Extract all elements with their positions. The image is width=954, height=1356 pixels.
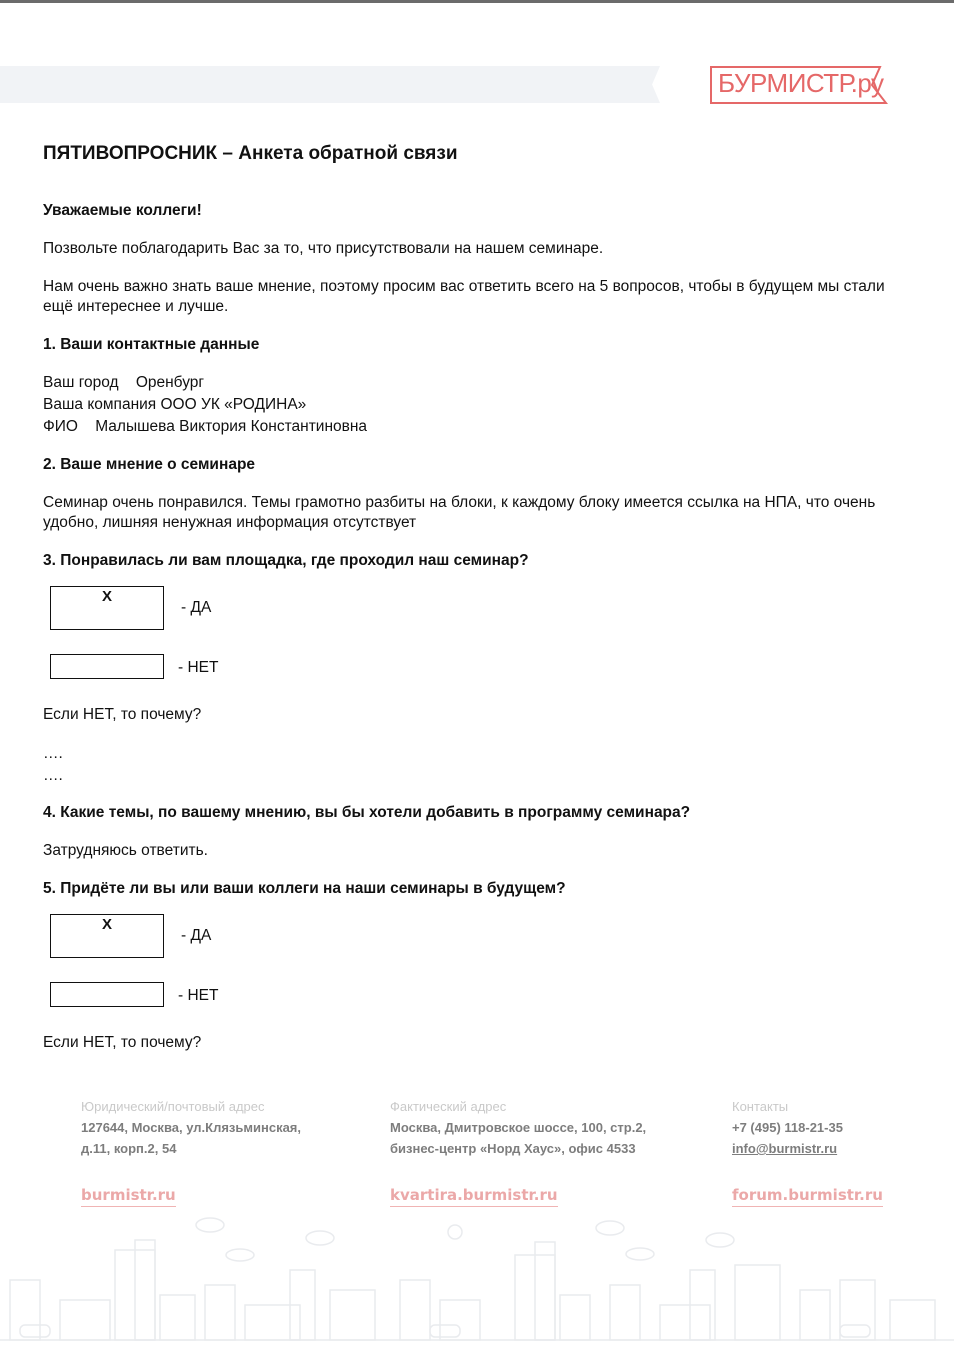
link-forum[interactable]: forum.burmistr.ru — [732, 1186, 883, 1207]
greeting: Уважаемые коллеги! — [43, 202, 202, 219]
fio-value: Малышева Виктория Константиновна — [95, 418, 368, 435]
footer-contacts — [732, 1096, 843, 1159]
q3-no-label: - НЕТ — [178, 659, 219, 676]
q3-dots-2: …. — [43, 767, 63, 784]
question-4-answer: Затрудняюсь ответить. — [43, 842, 208, 859]
q5-yes-checkbox[interactable] — [50, 914, 164, 958]
company-value: ООО УК «РОДИНА» — [160, 396, 307, 413]
question-3: 3. Понравилась ли вам площадка, где проходил наш семинар? — [43, 552, 529, 569]
top-border — [0, 0, 954, 3]
question-1: 1. Ваши контактные данные — [43, 336, 260, 353]
header-band — [0, 66, 660, 103]
q3-yes-label: - ДА — [181, 599, 212, 616]
legal-address-line-1: 127644, Москва, ул.Клязьминская, — [81, 1120, 301, 1135]
footer-legal-address — [81, 1096, 301, 1159]
q3-yes-checkbox[interactable] — [50, 586, 164, 630]
q5-yes-mark: X — [101, 916, 112, 933]
contact-phone: +7 (495) 118-21-35 — [732, 1120, 843, 1135]
q5-no-checkbox[interactable] — [50, 982, 164, 1007]
q3-dots-1: …. — [43, 745, 63, 762]
company-label: Ваша компания — [43, 396, 157, 413]
legal-address-line-2: д.11, корп.2, 54 — [81, 1141, 177, 1156]
burmistr-logo — [710, 66, 888, 104]
page-title: ПЯТИВОПРОСНИК – Анкета обратной связи — [43, 143, 458, 164]
question-2: 2. Ваше мнение о семинаре — [43, 456, 256, 473]
footer-actual-address — [390, 1096, 646, 1159]
fio-label: ФИО — [43, 418, 78, 435]
contact-company — [43, 395, 306, 415]
request-paragraph: Нам очень важно знать ваше мнение, поэтому просим вас ответить всего на 5 вопросов, чтобы в будущем мы стали ещё интереснее и лучше. — [43, 278, 885, 315]
contact-city — [43, 373, 204, 393]
link-kvartira[interactable]: kvartira.burmistr.ru — [390, 1186, 558, 1207]
legal-address-heading: Юридический/почтовый адрес — [81, 1099, 265, 1114]
q3-no-checkbox[interactable] — [50, 654, 164, 679]
city-value: Оренбург — [135, 374, 205, 391]
question-5: 5. Придёте ли вы или ваши коллеги на наши семинары в будущем? — [43, 880, 566, 897]
city-skyline-decoration — [0, 1210, 954, 1356]
actual-address-heading: Фактический адрес — [390, 1099, 507, 1114]
intro-paragraph: Позвольте поблагодарить Вас за то, что присутствовали на нашем семинаре. — [43, 240, 604, 257]
contacts-heading: Контакты — [732, 1099, 789, 1114]
q5-yes-label: - ДА — [181, 927, 212, 944]
actual-address-line-2: бизнес-центр «Норд Хаус», офис 4533 — [390, 1141, 636, 1156]
contact-email[interactable]: info@burmistr.ru — [732, 1141, 838, 1156]
q3-why: Если НЕТ, то почему? — [43, 706, 202, 723]
city-label: Ваш город — [43, 374, 119, 391]
q5-no-label: - НЕТ — [178, 987, 219, 1004]
q5-why: Если НЕТ, то почему? — [43, 1034, 202, 1051]
logo-text: БУРМИСТР.ру — [718, 68, 884, 98]
actual-address-line-1: Москва, Дмитровское шоссе, 100, стр.2, — [390, 1120, 647, 1135]
q3-yes-mark: X — [101, 588, 112, 605]
question-4: 4. Какие темы, по вашему мнению, вы бы хотели добавить в программу семинара? — [43, 804, 691, 821]
link-burmistr[interactable]: burmistr.ru — [81, 1186, 176, 1207]
contact-fio — [43, 417, 367, 437]
question-2-answer: Семинар очень понравился. Темы грамотно разбиты на блоки, к каждому блоку имеется ссылка на НПА, что очень удобно, лишняя ненужная информация отсутствует — [43, 494, 876, 531]
